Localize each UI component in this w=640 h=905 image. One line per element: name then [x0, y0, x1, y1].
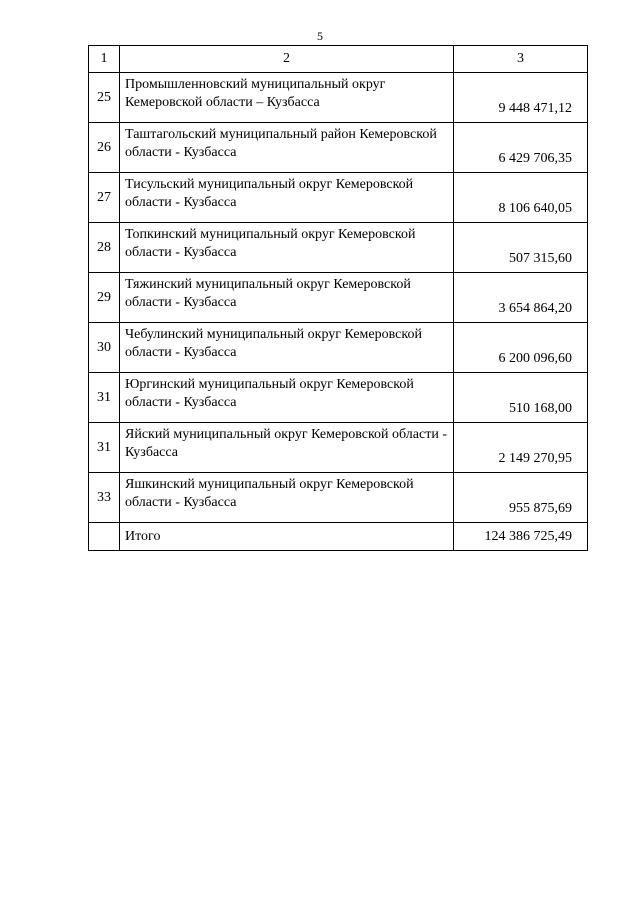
amount-value: 955 875,69 — [454, 473, 588, 523]
amount-value: 6 200 096,60 — [454, 323, 588, 373]
amount-value: 9 448 471,12 — [454, 73, 588, 123]
header-col-1: 1 — [89, 46, 120, 73]
header-col-3: 3 — [454, 46, 588, 73]
table-row — [89, 473, 588, 523]
municipality-name: Юргинский муниципальный округ Кемеровской области - Кузбасса — [120, 373, 454, 423]
header-col-2: 2 — [120, 46, 454, 73]
municipality-name: Тисульский муниципальный округ Кемеровской области - Кузбасса — [120, 173, 454, 223]
municipality-name: Топкинский муниципальный округ Кемеровской области - Кузбасса — [120, 223, 454, 273]
table-body — [89, 46, 588, 551]
row-number: 28 — [89, 223, 120, 273]
municipality-name: Яйский муниципальный округ Кемеровской области - Кузбасса — [120, 423, 454, 473]
municipality-name: Таштагольский муниципальный район Кемеровской области - Кузбасса — [120, 123, 454, 173]
table-row — [89, 373, 588, 423]
row-number: 33 — [89, 473, 120, 523]
row-number: 31 — [89, 423, 120, 473]
table-row — [89, 123, 588, 173]
table-row — [89, 223, 588, 273]
table-header-row — [89, 46, 588, 73]
total-row — [89, 523, 588, 551]
amount-value: 8 106 640,05 — [454, 173, 588, 223]
total-number-cell — [89, 523, 120, 551]
amount-value: 2 149 270,95 — [454, 423, 588, 473]
table-row — [89, 323, 588, 373]
table-row — [89, 173, 588, 223]
row-number: 30 — [89, 323, 120, 373]
municipality-name: Промышленновский муниципальный округ Кемеровской области – Кузбасса — [120, 73, 454, 123]
total-label: Итого — [120, 523, 454, 551]
table-row — [89, 273, 588, 323]
budget-table — [88, 45, 588, 551]
municipality-name: Тяжинский муниципальный округ Кемеровской области - Кузбасса — [120, 273, 454, 323]
table-row — [89, 73, 588, 123]
amount-value: 3 654 864,20 — [454, 273, 588, 323]
row-number: 31 — [89, 373, 120, 423]
row-number: 25 — [89, 73, 120, 123]
page-number: 5 — [317, 29, 323, 43]
municipality-name: Чебулинский муниципальный округ Кемеровской области - Кузбасса — [120, 323, 454, 373]
table-row — [89, 423, 588, 473]
row-number: 27 — [89, 173, 120, 223]
total-amount: 124 386 725,49 — [454, 523, 588, 551]
municipality-name: Яшкинский муниципальный округ Кемеровской области - Кузбасса — [120, 473, 454, 523]
row-number: 26 — [89, 123, 120, 173]
row-number: 29 — [89, 273, 120, 323]
amount-value: 507 315,60 — [454, 223, 588, 273]
amount-value: 510 168,00 — [454, 373, 588, 423]
amount-value: 6 429 706,35 — [454, 123, 588, 173]
